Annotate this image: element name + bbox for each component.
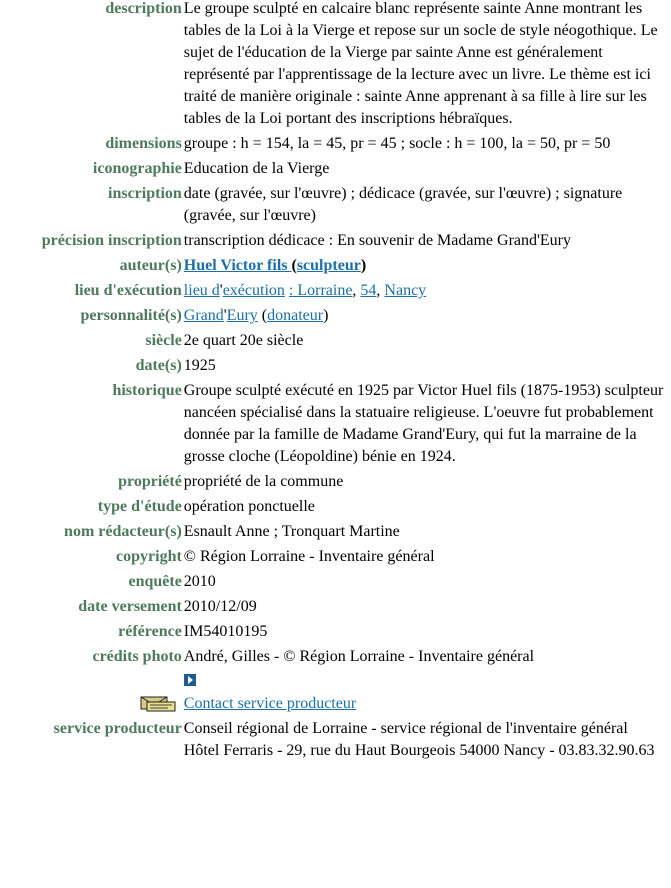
row-lieu-execution [0,280,671,305]
row-personnalites [0,305,671,330]
contact-link[interactable]: Contact service producteur [183,695,357,712]
row-type-etude [0,496,671,521]
arrow-right-icon[interactable] [184,674,196,686]
label-reference: référence [118,623,182,640]
value-credits-photo [184,646,671,693]
row-dates [0,355,671,380]
label-auteurs: auteur(s) [119,257,182,274]
label-lieu-execution: lieu d'exécution [74,282,182,299]
row-copyright [0,546,671,571]
value-service-producteur [184,718,671,765]
row-precision-inscription [0,230,671,255]
person-role-link[interactable]: donateur [267,307,324,324]
row-enquete [0,571,671,596]
row-description [0,0,671,133]
place-link-nancy[interactable]: Nancy [384,282,427,299]
label-siecle: siècle [145,332,182,349]
row-service-producteur [0,718,671,765]
label-precision-inscription: précision inscription [41,232,182,249]
row-reference [0,621,671,646]
row-propriete [0,471,671,496]
value-date-versement: 2010/12/09 [183,598,257,615]
row-inscription [0,183,671,230]
row-date-versement [0,596,671,621]
value-nom-redacteurs: Esnault Anne ; Tronquart Martine [183,523,400,540]
contact-icon-cell [0,693,184,718]
value-propriete: propriété de la commune [183,473,344,490]
label-description: description [105,0,182,17]
value-inscription: date (gravée, sur l'œuvre) ; dédicace (gravée, sur l'œuvre) ; signature (gravée, sur l'œuvre) [183,185,623,224]
label-propriete: propriété [118,473,182,490]
label-personnalites: personnalité(s) [80,307,182,324]
service-name: Conseil régional de Lorraine - service régional de l'inventaire général [183,720,628,737]
value-dimensions: groupe : h = 154, la = 45, pr = 45 ; socle : h = 100, la = 50, pr = 50 [183,135,611,152]
row-nom-redacteurs [0,521,671,546]
row-contact [0,693,671,718]
label-iconographie: iconographie [92,160,182,177]
envelope-icon[interactable] [140,695,180,713]
place-sep: , [376,282,385,299]
person-close-paren: ) [323,307,329,324]
row-credits-photo [0,646,671,693]
value-precision-inscription: transcription dédicace : En souvenir de Madame Grand'Eury [183,232,571,249]
label-type-etude: type d'étude [97,498,182,515]
value-personnalites [184,305,671,330]
row-auteurs [0,255,671,280]
place-sep: , [352,282,361,299]
value-historique: Groupe sculpté exécuté en 1925 par Victor Huel fils (1875-1953) sculpteur nancéen spécialisé dans la statuaire religieuse. L'oeuvre fut probablement donnée par la famille de Madame Grand'Eury, qui fut la marraine de la grosse cloche (Léopoldine) bénie en 1924. [183,382,664,465]
place-sep: ' [219,282,223,299]
service-address: Hôtel Ferraris - 29, rue du Haut Bourgeois 54000 Nancy - 03.83.32.90.63 [183,742,655,759]
value-copyright: © Région Lorraine - Inventaire général [183,548,435,565]
label-dimensions: dimensions [105,135,182,152]
value-iconographie: Education de la Vierge [183,160,330,177]
value-lieu-execution [184,280,671,305]
value-dates: 1925 [183,357,216,374]
person-open-paren: ( [257,307,268,324]
label-enquete: enquête [128,573,182,590]
label-copyright: copyright [116,548,182,565]
label-dates: date(s) [135,357,182,374]
person-sep: ' [223,307,227,324]
value-type-etude: opération ponctuelle [183,498,315,515]
place-link-lieu[interactable]: lieu d [183,282,220,299]
row-dimensions [0,133,671,158]
contact-cell [184,693,671,718]
label-inscription: inscription [108,185,182,202]
value-description: Le groupe sculpté en calcaire blanc représente sainte Anne montrant les tables de la Loi à la Vierge et repose sur un socle de style néogothique. Le sujet de l'éducation de la Vierge par sainte Anne est généralement représenté par l'apprentissage de la lecture avec un livre. Le thème est ici traité de manière originale : sainte Anne apprenant à sa fille à lire sur les tables de la Loi portant des inscriptions hébraïques. [183,0,658,127]
value-reference: IM54010195 [183,623,268,640]
person-link-eury[interactable]: Eury [226,307,258,324]
place-link-lorraine[interactable]: : Lorraine [288,282,353,299]
place-link-execution[interactable]: exécution [222,282,285,299]
place-link-54[interactable]: 54 [360,282,377,299]
author-role-link[interactable]: sculpteur [296,257,361,274]
row-historique [0,380,671,471]
value-siecle: 2e quart 20e siècle [183,332,304,349]
label-historique: historique [112,382,182,399]
label-service-producteur: service producteur [53,720,182,737]
label-nom-redacteurs: nom rédacteur(s) [64,523,182,540]
person-link-grand[interactable]: Grand [183,307,224,324]
author-open-paren: ( [291,257,297,274]
author-link[interactable]: Huel Victor fils [183,257,292,274]
value-auteurs [184,255,671,280]
row-iconographie [0,158,671,183]
value-enquete: 2010 [183,573,216,590]
label-credits-photo: crédits photo [92,648,182,665]
credits-photo-text: André, Gilles - © Région Lorraine - Inventaire général [183,648,535,665]
author-close-paren: ) [360,257,367,274]
label-date-versement: date versement [78,598,182,615]
row-siecle [0,330,671,355]
